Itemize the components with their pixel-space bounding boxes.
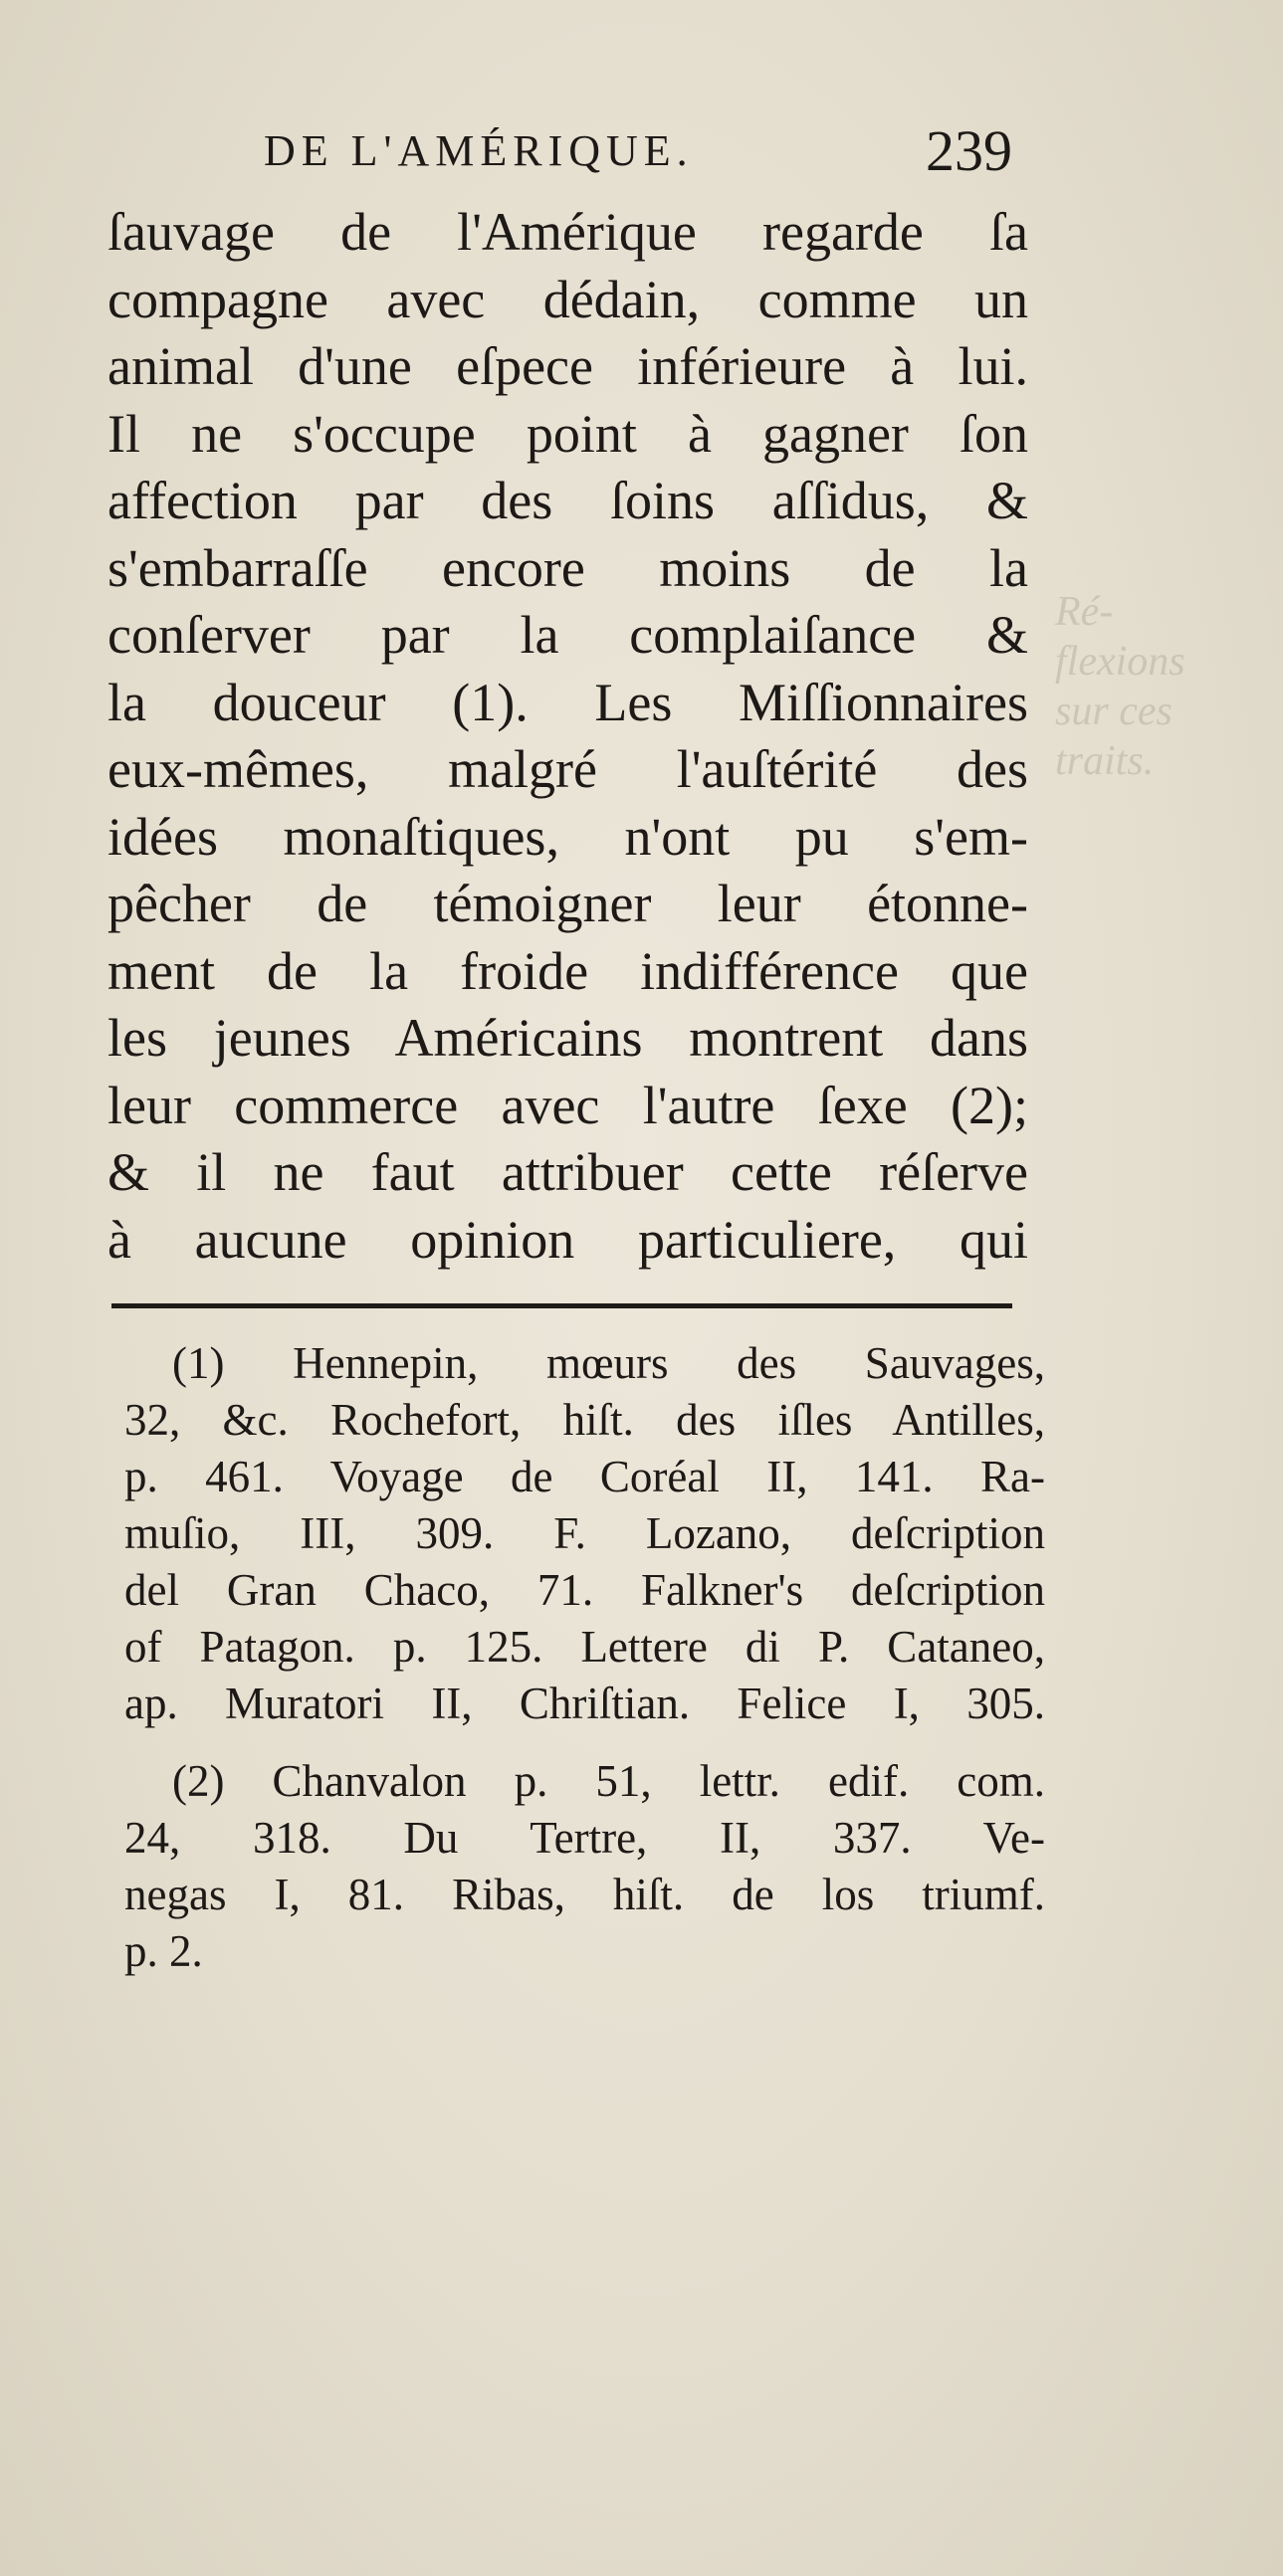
footnote-line: p. 461. Voyage de Coréal II, 141. Ra- xyxy=(124,1452,1045,1501)
footnote-2 xyxy=(124,1753,1045,1980)
footnote-line: (2) Chanvalon p. 51, lettr. edif. com. xyxy=(172,1756,1045,1806)
footnote-divider xyxy=(111,1303,1012,1308)
footnote-line: 32, &c. Rochefort, hiſt. des iſles Antilles, xyxy=(124,1395,1045,1445)
footnote-line: of Patagon. p. 125. Lettere di P. Cataneo, xyxy=(124,1622,1045,1672)
text-line: ſauvage de l'Amérique regarde ſa xyxy=(107,202,1028,262)
text-line: animal d'une eſpece inférieure à lui. xyxy=(107,336,1028,396)
text-line: à aucune opinion particuliere, qui xyxy=(107,1209,1028,1270)
footnote-line: (1) Hennepin, mœurs des Sauvages, xyxy=(172,1338,1045,1388)
main-text xyxy=(107,199,1028,1274)
page-header xyxy=(264,117,1040,187)
text-line: ment de la froide indifférence que xyxy=(107,940,1028,1001)
footnote-line: ap. Muratori II, Chriſtian. Felice I, 305. xyxy=(124,1679,1045,1728)
text-line: les jeunes Américains montrent dans xyxy=(107,1008,1028,1068)
text-line: leur commerce avec l'autre ſexe (2); xyxy=(107,1075,1028,1135)
text-line: & il ne faut attribuer cette réſerve xyxy=(107,1142,1028,1202)
text-line: eux-mêmes, malgré l'auſtérité des xyxy=(107,739,1028,799)
footnote-line: 24, 318. Du Tertre, II, 337. Ve- xyxy=(124,1813,1045,1863)
running-head: DE L'AMÉRIQUE. xyxy=(264,126,694,175)
text-line: conſerver par la complaiſance & xyxy=(107,605,1028,665)
footnote-line: p. 2. xyxy=(124,1926,203,1976)
page-number: 239 xyxy=(926,118,1012,183)
text-line: pêcher de témoigner leur étonne- xyxy=(107,874,1028,933)
footnote-line: muſio, III, 309. F. Lozano, deſcription xyxy=(124,1508,1045,1558)
text-line: affection par des ſoins aſſidus, & xyxy=(107,471,1028,530)
show-through-margin-note: Ré- flexions sur ces traits. xyxy=(1055,589,1185,784)
footnote-line: del Gran Chaco, 71. Falkner's deſcription xyxy=(124,1565,1045,1615)
text-line: la douceur (1). Les Miſſionnaires xyxy=(107,672,1028,732)
text-line: idées monaſtiques, n'ont pu s'em- xyxy=(107,806,1028,867)
footnote-1 xyxy=(124,1335,1045,1732)
text-line: s'embarraſſe encore moins de la xyxy=(107,537,1028,598)
footnote-line: negas I, 81. Ribas, hiſt. de los triumf. xyxy=(124,1870,1045,1919)
text-line: Il ne s'occupe point à gagner ſon xyxy=(107,403,1028,464)
text-line: compagne avec dédain, comme un xyxy=(107,269,1028,329)
